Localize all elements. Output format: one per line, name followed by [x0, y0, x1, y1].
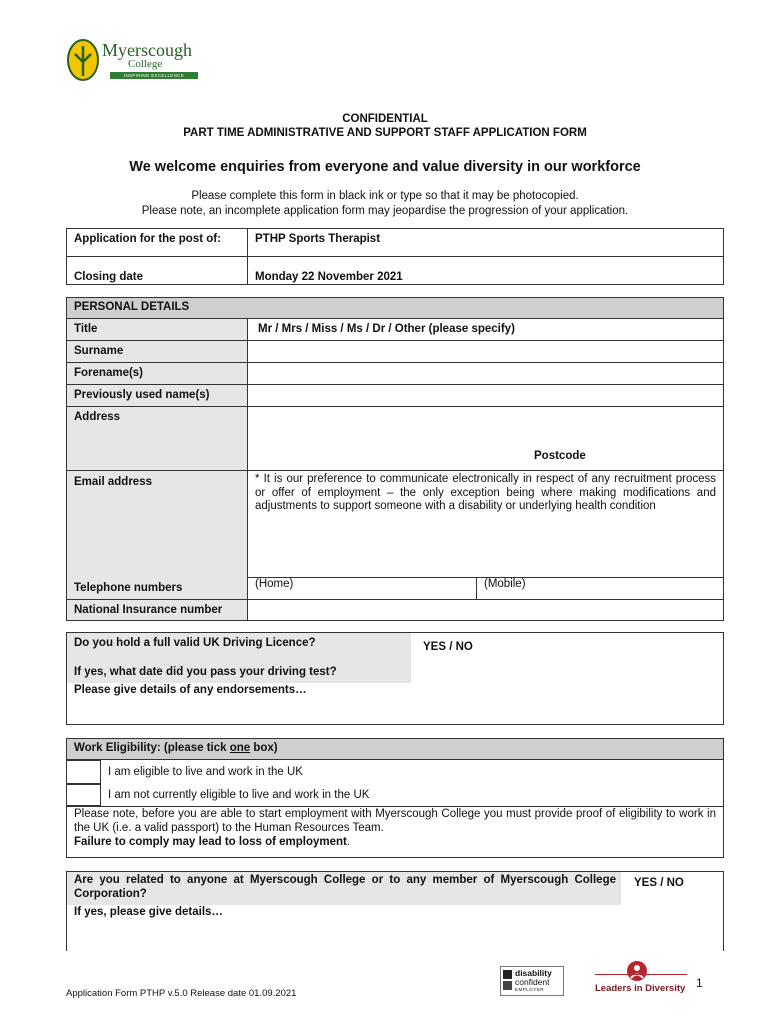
- personal-details-heading: PERSONAL DETAILS: [74, 301, 190, 313]
- disability-confident-icon: [503, 970, 512, 979]
- logo-sub: College: [128, 58, 163, 70]
- post-label: Application for the post of:: [74, 233, 221, 245]
- surname-field[interactable]: [248, 341, 723, 362]
- address-label: Address: [74, 411, 121, 423]
- form-title: PART TIME ADMINISTRATIVE AND SUPPORT STAFF APPLICATION FORM: [183, 127, 587, 139]
- intro-line-2: Please note, an incomplete application form may jeopardise the progression of your application.: [141, 205, 629, 217]
- email-note: * It is our preference to communicate electronically in respect of any recruitment process or offer of employment – the only exception being where making modifications and adjustments to support someone with a disability or underlying health condition: [255, 473, 716, 512]
- endorsements-field[interactable]: [67, 700, 723, 724]
- relations-question: Are you related to anyone at Myerscough College or to any member of Myerscough College Corporation?: [74, 874, 616, 900]
- not-eligible-label: I am not currently eligible to live and work in the UK: [108, 789, 370, 801]
- home-phone-label[interactable]: (Home): [255, 578, 294, 590]
- leaders-in-diversity-logo: Leaders in Diversity: [595, 960, 687, 998]
- email-field[interactable]: [248, 530, 723, 576]
- relations-yes-no[interactable]: YES / NO: [634, 877, 684, 889]
- postcode-label: Postcode: [534, 450, 586, 462]
- not-eligible-checkbox[interactable]: [66, 784, 101, 806]
- driving-licence-yes-no[interactable]: YES / NO: [423, 641, 473, 653]
- title-label: Title: [74, 323, 98, 335]
- ni-number-label: National Insurance number: [74, 604, 223, 616]
- diversity-emblem-icon: [625, 960, 649, 982]
- driving-test-date-question: If yes, what date did you pass your driving test?: [74, 666, 337, 678]
- ni-number-field[interactable]: [248, 600, 723, 620]
- previous-names-label: Previously used name(s): [74, 389, 210, 401]
- eligible-checkbox[interactable]: [66, 760, 101, 784]
- telephone-label: Telephone numbers: [74, 582, 183, 594]
- eligible-label: I am eligible to live and work in the UK: [108, 766, 303, 778]
- footer-release-info: Application Form PTHP v.5.0 Release date 01.09.2021: [66, 988, 297, 999]
- forenames-field[interactable]: [248, 363, 723, 384]
- logo-tagline: INSPIRING EXCELLENCE: [110, 72, 198, 79]
- failure-warning: Failure to comply may lead to loss of employment.: [74, 836, 351, 848]
- closing-date-value: Monday 22 November 2021: [255, 271, 403, 283]
- previous-names-field[interactable]: [248, 385, 723, 406]
- mobile-phone-label[interactable]: (Mobile): [484, 578, 526, 590]
- relations-details-label: If yes, please give details…: [74, 906, 223, 918]
- closing-date-label: Closing date: [74, 271, 144, 283]
- title-options[interactable]: Mr / Mrs / Miss / Ms / Dr / Other (please specify): [258, 323, 515, 335]
- driving-licence-question: Do you hold a full valid UK Driving Licence?: [74, 637, 316, 649]
- post-value[interactable]: PTHP Sports Therapist: [255, 233, 381, 245]
- address-field[interactable]: [248, 407, 723, 470]
- logo-name: Myerscough: [102, 40, 192, 60]
- forenames-label: Forename(s): [74, 367, 144, 379]
- welcome-heading: We welcome enquiries from everyone and value diversity in our workforce: [129, 159, 641, 175]
- endorsements-label: Please give details of any endorsements…: [74, 684, 307, 696]
- page-number: 1: [696, 976, 703, 990]
- surname-label: Surname: [74, 345, 124, 357]
- relations-details-field[interactable]: [67, 922, 723, 950]
- disability-confident-logo: disability confident EMPLOYER: [500, 966, 564, 996]
- college-crest-icon: [66, 38, 100, 82]
- work-eligibility-heading: Work Eligibility: (please tick one box): [74, 742, 278, 754]
- email-label: Email address: [74, 476, 152, 488]
- confidential-heading: CONFIDENTIAL: [342, 113, 428, 125]
- work-eligibility-note: Please note, before you are able to start employment with Myerscough College you must provide proof of eligibility to work in the UK (i.e. a valid passport) to the Human Resources Team.: [74, 808, 716, 834]
- intro-line-1: Please complete this form in black ink or type so that it may be photocopied.: [191, 190, 579, 202]
- myerscough-college-logo: [66, 38, 206, 84]
